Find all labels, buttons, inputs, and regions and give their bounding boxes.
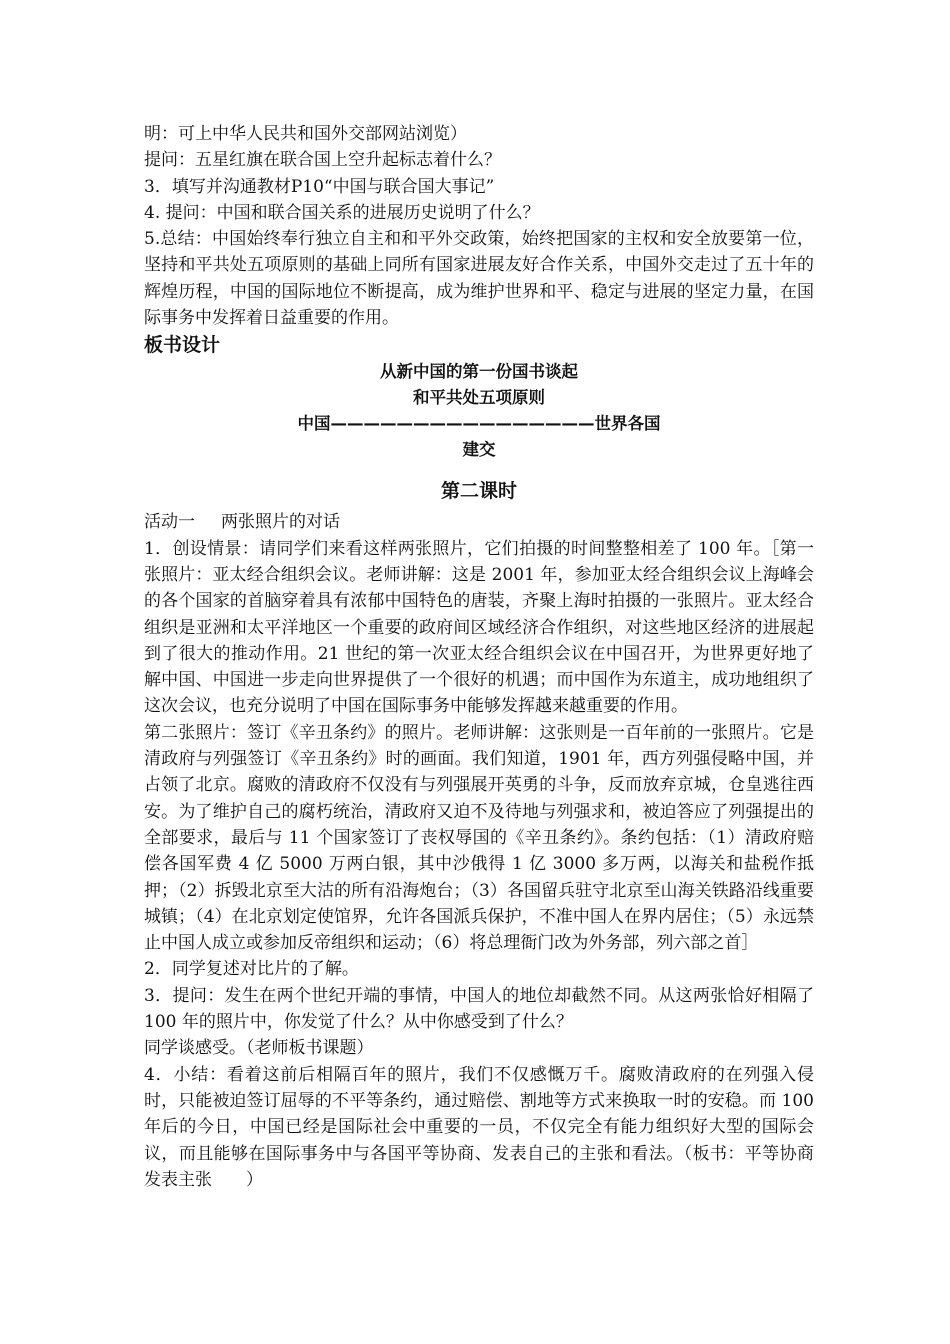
document-page [144,121,848,1193]
text-line: 明：可上中华人民共和国外交部网站浏览） [144,124,467,144]
paragraph: 3．提问：发生在两个世纪开端的事情，中国人的地位却截然不同。从这两张恰好相隔了 100 年的照片中，你发觉了什么？从中你感受到了什么？ [144,985,814,1033]
question-line: 提问：五星红旗在联合国上空升起标志着什么？ [144,150,501,171]
task-line: 3．填写并沟通教材P10“中国与联合国大事记” [144,176,495,197]
paragraph: 第二张照片：签订《辛丑条约》的照片。老师讲解：这张则是一百年前的一张照片。它是清政府与列强签订《辛丑条约》时的画面。我们知道，1901 年，西方列强侵略中国，并占领了北京。腐败的清政府不仅没有与列强展开英勇的斗争，反而放弃京城，仓皇逃往西安。为了维护自己的腐朽统治，清政府又迫不及待地与列强求和，被迫答应了列强提出的全部要求，最后与 11 个国家签订了丧权辱国的《辛丑条约》。条约包括：（1）清政府赔偿各国军费 4 亿 5000 万两白银，其中沙俄得 1 亿 3000 多万两，以海关和盐税作抵押；（2）拆毁北京至大沽的所有沿海炮台；（3）各国留兵驻守北京至山海关铁路沿线重要城镇；（4）在北京划定使馆界，允许各国派兵保护，不准中国人在界内居住；（5）永远禁止中国人成立或参加反帝组织和运动；（6）将总理衙门改为外务部，列六部之首］ [144,722,814,954]
paragraph: 2．同学复述对比片的了解。 [144,959,359,980]
lesson-title: 第二课时 [440,480,517,503]
summary-paragraph: 5.总结：中国始终奉行独立自主和和平外交政策，始终把国家的主权和安全放要第一位，坚持和平共处五项原则的基础上同所有国家进展友好合作关系，中国外交走过了五十年的辉煌历程，中国的国际地位不断提高，成为维护世界和平、稳定与进展的坚定力量，在国际事务中发挥着日益重要的作用。 [144,229,814,329]
board-line: 中国————————————————世界各国 [297,414,661,434]
board-line: 建交 [462,440,496,460]
paragraph: 4．小结：看着这前后相隔百年的照片，我们不仅感慨万千。腐败清政府的在列强入侵时，只能被迫签订屈辱的不平等条约，通过赔偿、割地等方式来换取一时的安稳。而 100 年后的今日，中国已经是国际社会中重要的一员，不仅完全有能力组织好大型的国际会议，而且能够在国际事务中与各国平等协商、发表自己的主张和看法。（板书：平等协商 发表主张 ） [144,1064,848,1190]
paragraph: 1．创设情景：请同学们来看这样两张照片，它们拍摄的时间整整相差了 100 年。［第一张照片：亚太经合组织会议。老师讲解：这是 2001 年，参加亚太经合组织会议上海峰会的各个国家的首脑穿着具有浓郁中国特色的唐装，齐聚上海时拍摄的一张照片。亚太经合组织是亚洲和太平洋地区一个重要的政府间区域经济合作组织，对这些地区经济的进展起到了很大的推动作用。21 世纪的第一次亚太经合组织会议在中国召开，为世界更好地了解中国、中国进一步走向世界提供了一个很好的机遇；而中国作为东道主，成功地组织了这次会议，也充分说明了中国在国际事务中能够发挥越来越重要的作用。 [144,538,814,717]
board-line: 和平共处五项原则 [413,388,545,408]
activity-name: 两张照片的对话 [221,512,340,533]
paragraph: 同学谈感受。（老师板书课题） [144,1038,374,1059]
activity-label: 活动一 [144,512,195,533]
activity-line [144,509,814,535]
board-design-heading: 板书设计 [144,334,221,357]
question-line: 4. 提问：中国和联合国关系的进展历史说明了什么？ [144,202,540,223]
board-line: 从新中国的第一份国书谈起 [380,362,578,382]
